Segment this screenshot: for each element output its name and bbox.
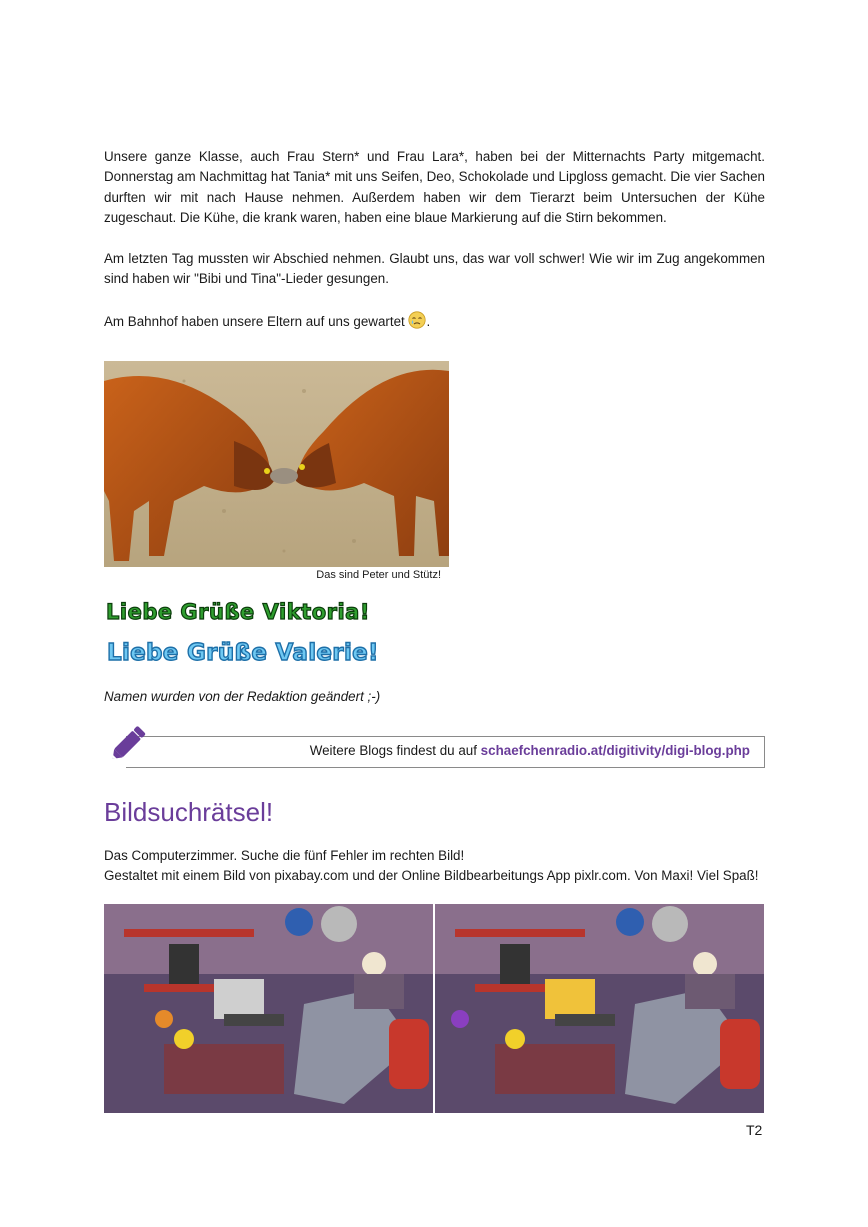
- photo-caption: Das sind Peter und Stütz!: [316, 569, 441, 581]
- blog-box: [126, 736, 765, 768]
- editor-note: Namen wurden von der Redaktion geändert ;-): [104, 689, 381, 704]
- paragraph-farewell: Am letzten Tag mussten wir Abschied nehmen. Glaubt uns, das war voll schwer! Wie wir im Zug angekommen sind haben wir "Bibi und Tina"-Lieder gesungen.: [104, 251, 765, 287]
- blog-link[interactable]: schaefchenradio.at/digitivity/digi-blog.php: [480, 743, 750, 758]
- paragraph-station: Am Bahnhof haben unsere Eltern auf uns gewartet .: [104, 311, 430, 332]
- greeting-valerie: Liebe Grüße Valerie!: [107, 640, 379, 666]
- spot-the-difference-images: [104, 904, 764, 1113]
- section-title: Bildsuchrätsel!: [104, 797, 274, 827]
- paragraph-party: Unsere ganze Klasse, auch Frau Stern* und Frau Lara*, haben bei der Mitternachts Party mitgemacht. Donnerstag am Nachmittag hat Tania* mit uns Seifen, Deo, Schokolade und Lipgloss gemacht. Die vier Sachen durften wir mit nach Hause nehmen. Außerdem haben wir dem Tierarzt beim Untersuchen der Kühe zugeschaut. Die Kühe, die krank waren, haben eine blaue Markierung auf die Stirn bekommen.: [104, 149, 765, 226]
- blog-text: [310, 743, 750, 758]
- greeting-viktoria: Liebe Grüße Viktoria!: [106, 600, 370, 624]
- pencil-icon: [106, 723, 152, 765]
- paragraph-station-text: Am Bahnhof haben unsere Eltern auf uns gewartet: [104, 314, 405, 329]
- puzzle-image-right: [435, 904, 764, 1113]
- crying-emoji-icon: [408, 311, 426, 329]
- blog-prefix: Weitere Blogs findest du auf: [309, 743, 477, 758]
- section-line-2: Gestaltet mit einem Bild von pixabay.com und der Online Bildbearbeitungs App pixlr.com. Von Maxi! Viel Spaß!: [104, 868, 759, 883]
- puzzle-image-left: [104, 904, 433, 1113]
- page-number: T2: [746, 1122, 763, 1138]
- section-line-1: Das Computerzimmer. Suche die fünf Fehler im rechten Bild!: [104, 848, 465, 863]
- goats-photo: [104, 361, 449, 567]
